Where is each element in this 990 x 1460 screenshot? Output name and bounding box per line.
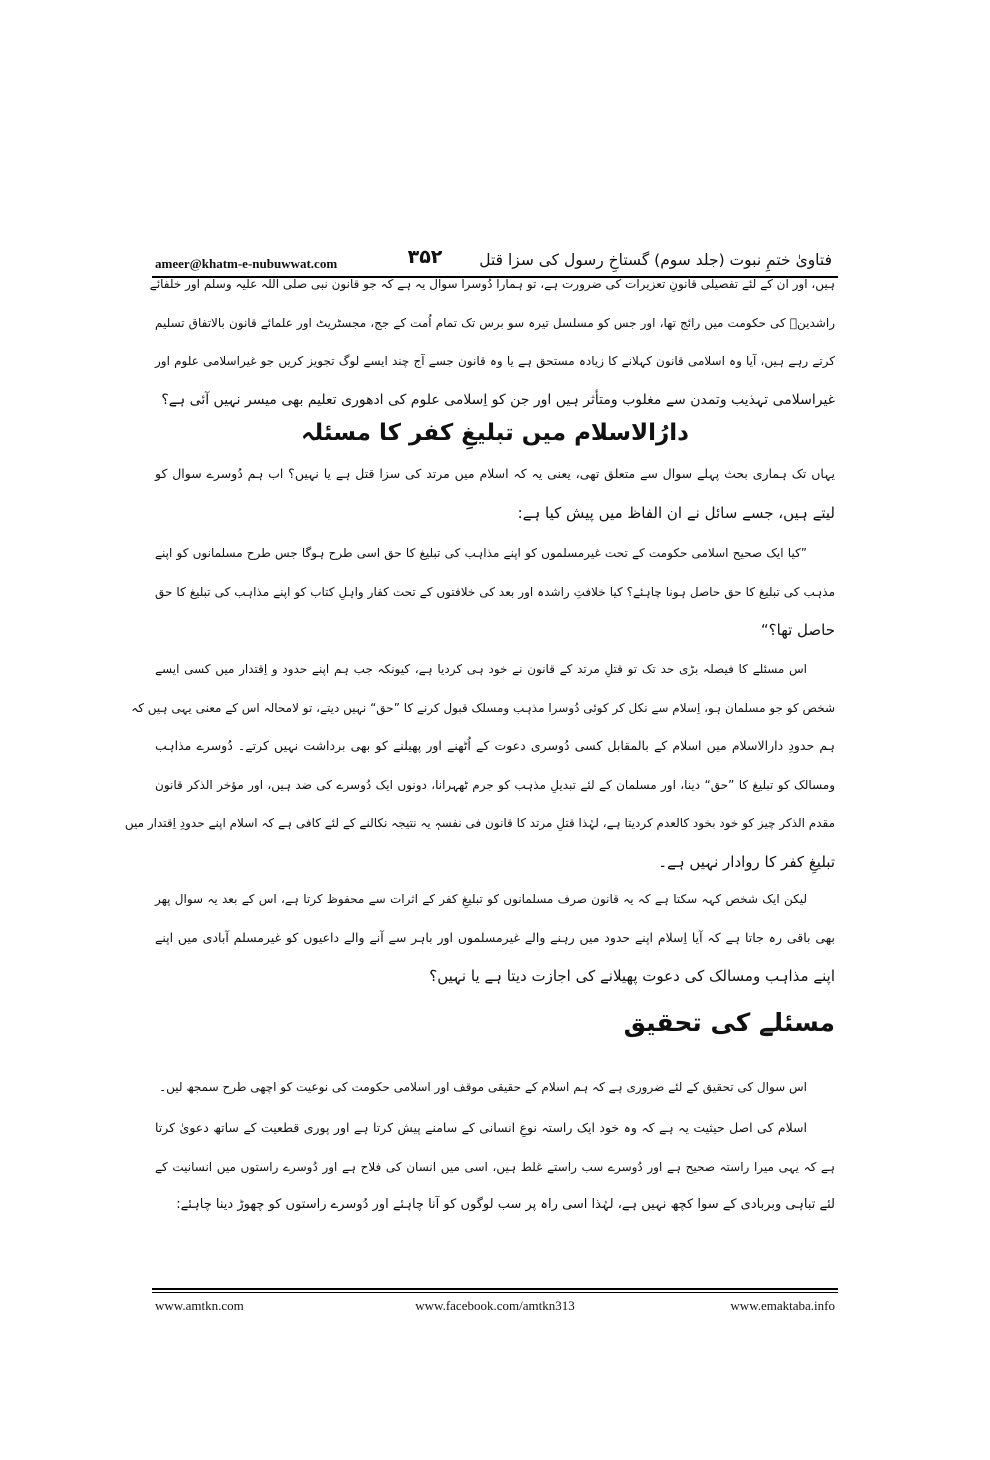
- paragraph-3: [124, 650, 835, 881]
- footer-rule: [152, 1288, 838, 1290]
- text-line: کرتے رہے ہیں، آیا وہ اسلامی قانون کہلانے کا زیادہ مستحق ہے یا وہ قانون جسے آج چند ایسے لوگ تجویز کریں جو غیراسلامی علوم اور: [155, 354, 835, 368]
- text-line: اس مسئلے کا فیصلہ بڑی حد تک تو قتلِ مرتد کے قانون نے خود ہی کردیا ہے، کیونکہ جب ہم اپنے حدود و اِقتدار میں کسی ایسے: [155, 662, 807, 676]
- text-line: غیراسلامی تہذیب وتمدن سے مغلوب ومتأثر ہیں اور جن کو اِسلامی علوم کی ادھوری تعلیم بھی میسر نہیں آئی ہے؟: [161, 391, 835, 408]
- footer-link-left[interactable]: www.amtkn.com: [155, 1298, 244, 1313]
- text-line: لئے تباہی وبربادی کے سوا کچھ نہیں ہے، لہٰذا اسی راہ پر سب لوگوں کو آنا چاہئے اور دُوسرے راستوں کو چھوڑ دینا چاہئے:: [176, 1197, 835, 1212]
- section-heading: دارُالاسلام میں تبلیغِ کفر کا مسئلہ: [301, 420, 689, 446]
- text-line: ”کیا ایک صحیح اسلامی حکومت کے تحت غیرمسلموں کو اپنے مذاہب کی تبلیغ کا حق اسی طرح ہوگا جس طرح مسلمانوں کو اپنے: [155, 546, 807, 560]
- page-number: ۳۵۲: [407, 246, 443, 268]
- text-line: ہے کہ یہی میرا راستہ صحیح ہے اور دُوسرے سب راستے غلط ہیں، اسی میں انسان کی فلاح ہے اور دُوسرے راستوں میں انسانیت کے: [155, 1159, 835, 1174]
- header-email: ameer@khatm-e-nubuwwat.com: [155, 256, 338, 271]
- text-line: اسلام کی اصل حیثیت یہ ہے کہ وہ خود ایک راستہ نوعِ انسانی کے سامنے پیش کرتا ہے اور پوری قطعیت کے ساتھ دعویٰ کرتا: [155, 1120, 807, 1135]
- footer-link-right[interactable]: www.emaktaba.info: [730, 1298, 835, 1313]
- text-line: لیتے ہیں، جسے سائل نے ان الفاظ میں پیش کیا ہے:: [517, 503, 835, 522]
- text-line: بھی باقی رہ جاتا ہے کہ آیا اِسلام اپنے حدود میں رہنے والے غیرمسلموں اور باہر سے آنے والے داعیوں کو غیرمسلم آبادی میں اپنے: [155, 929, 835, 945]
- text-line: حاصل تھا؟“: [760, 621, 835, 639]
- footer-rule-thin: [152, 1292, 838, 1293]
- section-heading-2: مسئلے کی تحقیق: [623, 1008, 835, 1037]
- text-line: مذہب کی تبلیغ کا حق حاصل ہونا چاہئے؟ کیا خلافتِ راشدہ اور بعد کی خلافتوں کے تحت کفار واہلِ کتاب کو اپنے مذاہب کی تبلیغ کا حق: [155, 584, 835, 599]
- text-line: تبلیغِ کفر کا روادار نہیں ہے۔: [658, 852, 835, 871]
- paragraph-2: [155, 455, 835, 532]
- paragraph-6: [155, 1109, 835, 1225]
- quoted-question: [155, 534, 835, 650]
- text-line: راشدینؓ کی حکومت میں رائج تھا، اور جس کو مسلسل تیرہ سو برس تک تمام اُمت کے جج، مجسٹریٹ اور علمائے قانون بالاتفاق تسلیم: [155, 315, 835, 330]
- text-line: ومسالک کو تبلیغ کا ”حق“ دینا، اور مسلمان کے لئے تبدیلِ مذہب کو جرم ٹھہرانا، دونوں ایک دُوسرے کی ضد ہیں، اور مؤخر الذکر قانون: [155, 777, 835, 792]
- text-line: اس سوال کی تحقیق کے لئے ضروری ہے کہ ہم اسلام کے حقیقی موقف اور اسلامی حکومت کی نوعیت کو اچھی طرح سمجھ لیں۔: [159, 1080, 807, 1094]
- book-title: فتاویٰ ختمِ نبوت (جلد سوم) گستاخِ رسول کی سزا قتل: [479, 251, 832, 269]
- text-line: لیکن ایک شخص کہہ سکتا ہے کہ یہ قانون صرف مسلمانوں کو تبلیغِ کفر کے اثرات سے محفوظ کرتا ہے، اس کے بعد یہ سوال پھر: [155, 892, 807, 906]
- text-line: مقدم الذکر چیز کو خود بخود کالعدم کردیتا ہے، لہٰذا قتلِ مرتد کا قانون فی نفسہٖ یہ نتیجہ نکالنے کے لئے کافی ہے کہ اسلام اپنے حدودِ اِقتدار میں: [124, 816, 835, 830]
- text-line: شخص کو جو مسلمان ہو، اِسلام سے نکل کر کوئی دُوسرا مذہب ومسلک قبول کرنے کا ”حق“ نہیں دیتے، تو لامحالہ اس کے معنی یہی ہیں کہ: [131, 700, 835, 715]
- text-line: ہم حدودِ دارالاسلام میں اسلام کے بالمقابل کسی دُوسری دعوت کے اُٹھنے اور پھیلنے کو بھی برداشت نہیں کرتے۔ دُوسرے مذاہب: [155, 738, 835, 753]
- text-line: اپنے مذاہب ومسالک کی دعوت پھیلانے کی اجازت دیتا ہے یا نہیں؟: [429, 967, 835, 985]
- text-line: ہیں، اور ان کے لئے تفصیلی قانونِ تعزیرات کی ضرورت ہے، تو ہمارا دُوسرا سوال یہ ہے کہ جو قانون نبی صلی اللہ علیہ وسلم اور خلفائے: [149, 277, 835, 291]
- paragraph-4: [155, 880, 835, 996]
- footer-link-center[interactable]: www.facebook.com/amtkn313: [415, 1298, 575, 1313]
- paragraph-1: [149, 265, 835, 419]
- text-line: یہاں تک ہماری بحث پہلے سوال سے متعلق تھی، یعنی یہ کہ اسلام میں مرتد کی سزا قتل ہے یا نہیں؟ اب ہم دُوسرے سوال کو: [155, 466, 835, 481]
- paragraph-5: [155, 1068, 835, 1107]
